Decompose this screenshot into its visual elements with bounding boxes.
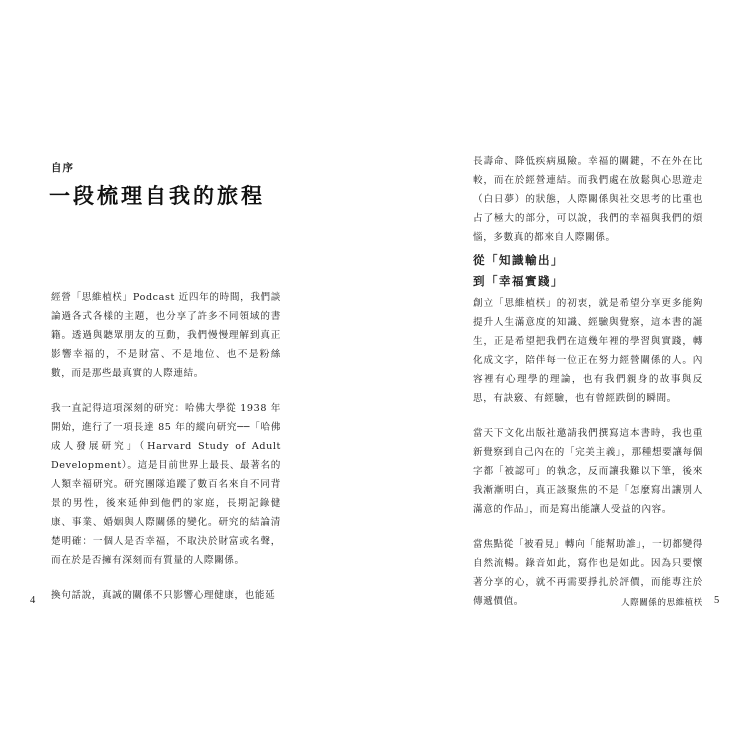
paragraph: 我一直記得這項深刻的研究：哈佛大學從 1938 年開始，進行了一項長達 85 年的縱向研究──「哈佛成人發展研究」（Harvard Study of Adult Development）。這是目前世界上最長、最著名的人類幸福研究。研究團隊追蹤了數百名來自不同背景的男性，後來延伸到他們的家庭，長期記錄健康、事業、婚姻與人際關係的變化。研究的結論清楚明確：一個人是否幸福，不取決於財富或名聲，而在於是否擁有深刻而有質量的人際關係。	[51, 403, 281, 566]
paragraph: 創立「思維植栚」的初衷，就是希望分享更多能夠提升人生滿意度的知識、經驗與覺察，這本書的誕生，正是希望把我們在這幾年裡的學習與實踐，轉化成文字，陪伴每一位正在努力經營關係的人。內容裡有心理學的理論，也有我們親身的故事與反思，有訣竅、有經驗，也有曾經跌倒的瞬間。	[473, 298, 703, 404]
paragraph: 經營「思維植栚」Podcast 近四年的時間，我們談論過各式各樣的主題，也分享了許多不同領域的書籍。透過與聽眾朋友的互動，我們慢慢理解到真正影響幸福的，不是財富、不是地位、也不是粉絲數，而是那些最真實的人際連結。	[51, 292, 281, 379]
subhead-line-2: 到「幸福實踐」	[473, 274, 564, 288]
page-number-right: 5	[714, 595, 720, 606]
running-header: 人際關係的思維植栚	[621, 598, 703, 608]
paragraph: 當焦點從「被看見」轉向「能幫助誰」，一切都變得自然流暢。錄音如此，寫作也是如此。因為只要懷著分享的心，就不再需要掙扎於評價，而能專注於傳遞價值。	[473, 539, 703, 607]
page-number-left: 4	[30, 595, 36, 606]
paragraph: 當天下文化出版社邀請我們撰寫這本書時，我也重新覺察到自己內在的「完美主義」，那種想要讓每個字都「被認可」的執念，反而讓我難以下筆，後來我漸漸明白，真正該聚焦的不是「怎麼寫出讓別人滿意的作品」，而是寫出能讓人受益的內容。	[473, 428, 703, 515]
subhead-line-1: 從「知識輸出」	[473, 253, 564, 267]
chapter-title: 一段梳理自我的旅程	[49, 184, 265, 208]
paragraph: 長壽命、降低疾病風險。幸福的關鍵，不在外在比較，而在於經營連結。而我們處在放鬆與心思遊走（白日夢）的狀態，人際關係與社交思考的比重也占了極大的部分，可以說，我們的幸福與我們的煩惱，多數真的都來自人際關係。	[473, 156, 703, 243]
right-body-text	[473, 294, 703, 627]
section-subhead	[473, 250, 564, 292]
right-intro-text	[473, 152, 703, 263]
paragraph: 換句話說，真誠的關係不只影響心理健康，也能延	[51, 590, 276, 601]
preface-label: 自序	[51, 162, 74, 174]
left-body-text	[51, 288, 281, 621]
